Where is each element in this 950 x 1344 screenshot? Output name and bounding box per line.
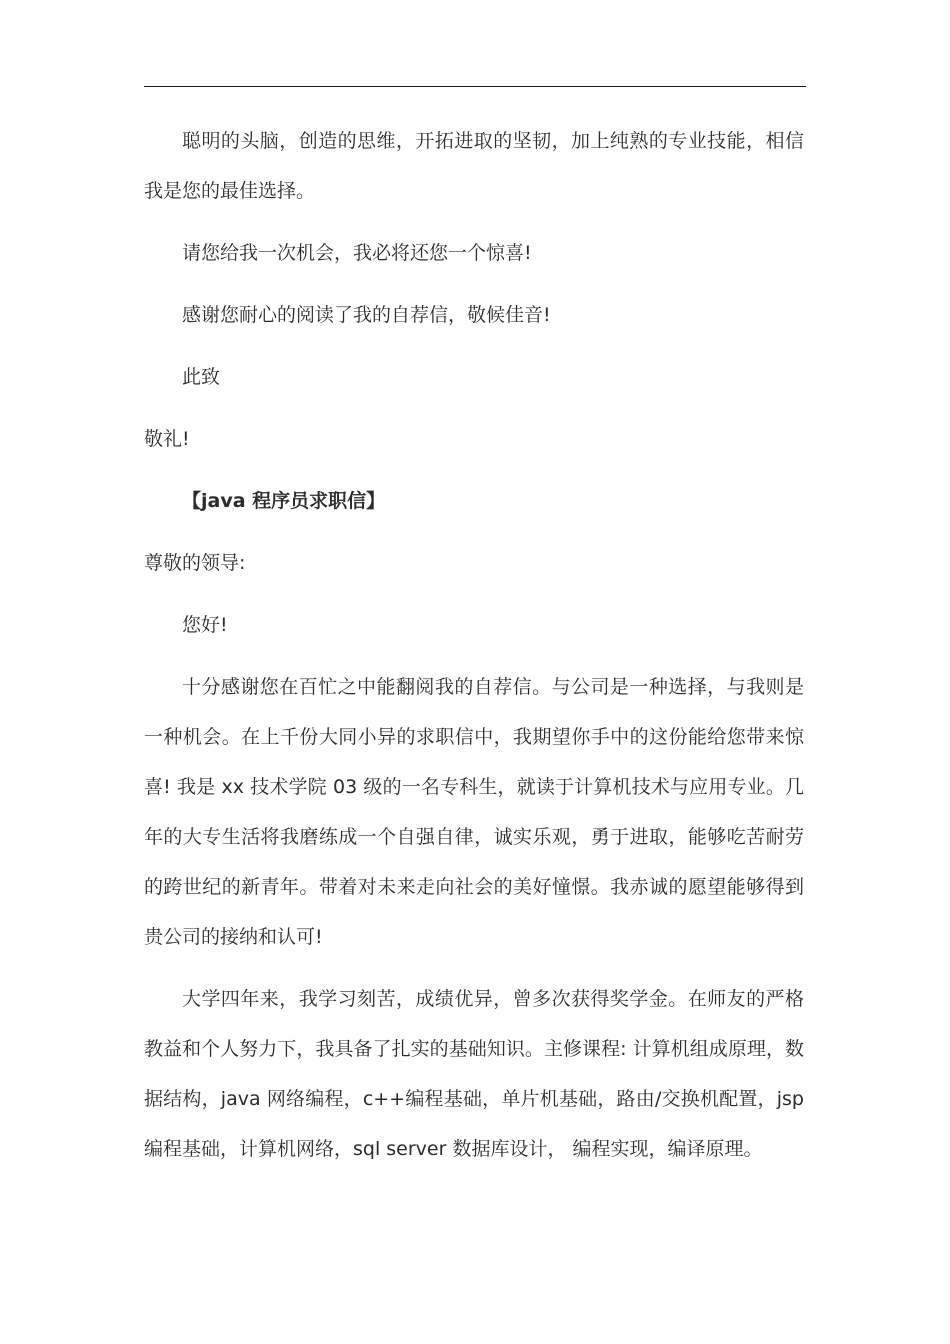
body-paragraph: 大学四年来，我学习刻苦，成绩优异，曾多次获得奖学金。在师友的严格教益和个人努力下，我具备了扎实的基础知识。主修课程: 计算机组成原理，数据结构，java 网络编程，c++编程基础，单片机基础，路由/交换机配置，jsp 编程基础，计算机网络，sql server 数据库设计， 编程实现，编译原理。 (144, 988, 804, 1160)
closing-paragraph: 聪明的头脑，创造的思维，开拓进取的坚韧，加上纯熟的专业技能，相信我是您的最佳选择。 (144, 130, 804, 202)
document-body (144, 116, 804, 1186)
request-paragraph: 请您给我一次机会，我必将还您一个惊喜! (182, 242, 532, 264)
salutation: 尊敬的领导: (144, 552, 246, 574)
section-title: 【java 程序员求职信】 (182, 490, 386, 512)
greeting: 您好! (182, 614, 228, 636)
body-paragraph: 十分感谢您在百忙之中能翻阅我的自荐信。与公司是一种选择，与我则是一种机会。在上千份大同小异的求职信中，我期望你手中的这份能给您带来惊喜! 我是 xx 技术学院 03 级的一名专科生，就读于计算机技术与应用专业。几年的大专生活将我磨练成一个自强自律，诚实乐观，勇于进取，能够吃苦耐劳的跨世纪的新青年。带着对未来走向社会的美好憧憬。我赤诚的愿望能够得到贵公司的接纳和认可! (144, 676, 804, 948)
closing-salute: 敬礼! (144, 428, 190, 450)
thanks-paragraph: 感谢您耐心的阅读了我的自荐信，敬候佳音! (182, 304, 551, 326)
closing-phrase: 此致 (182, 366, 221, 388)
header-rule (144, 86, 806, 87)
